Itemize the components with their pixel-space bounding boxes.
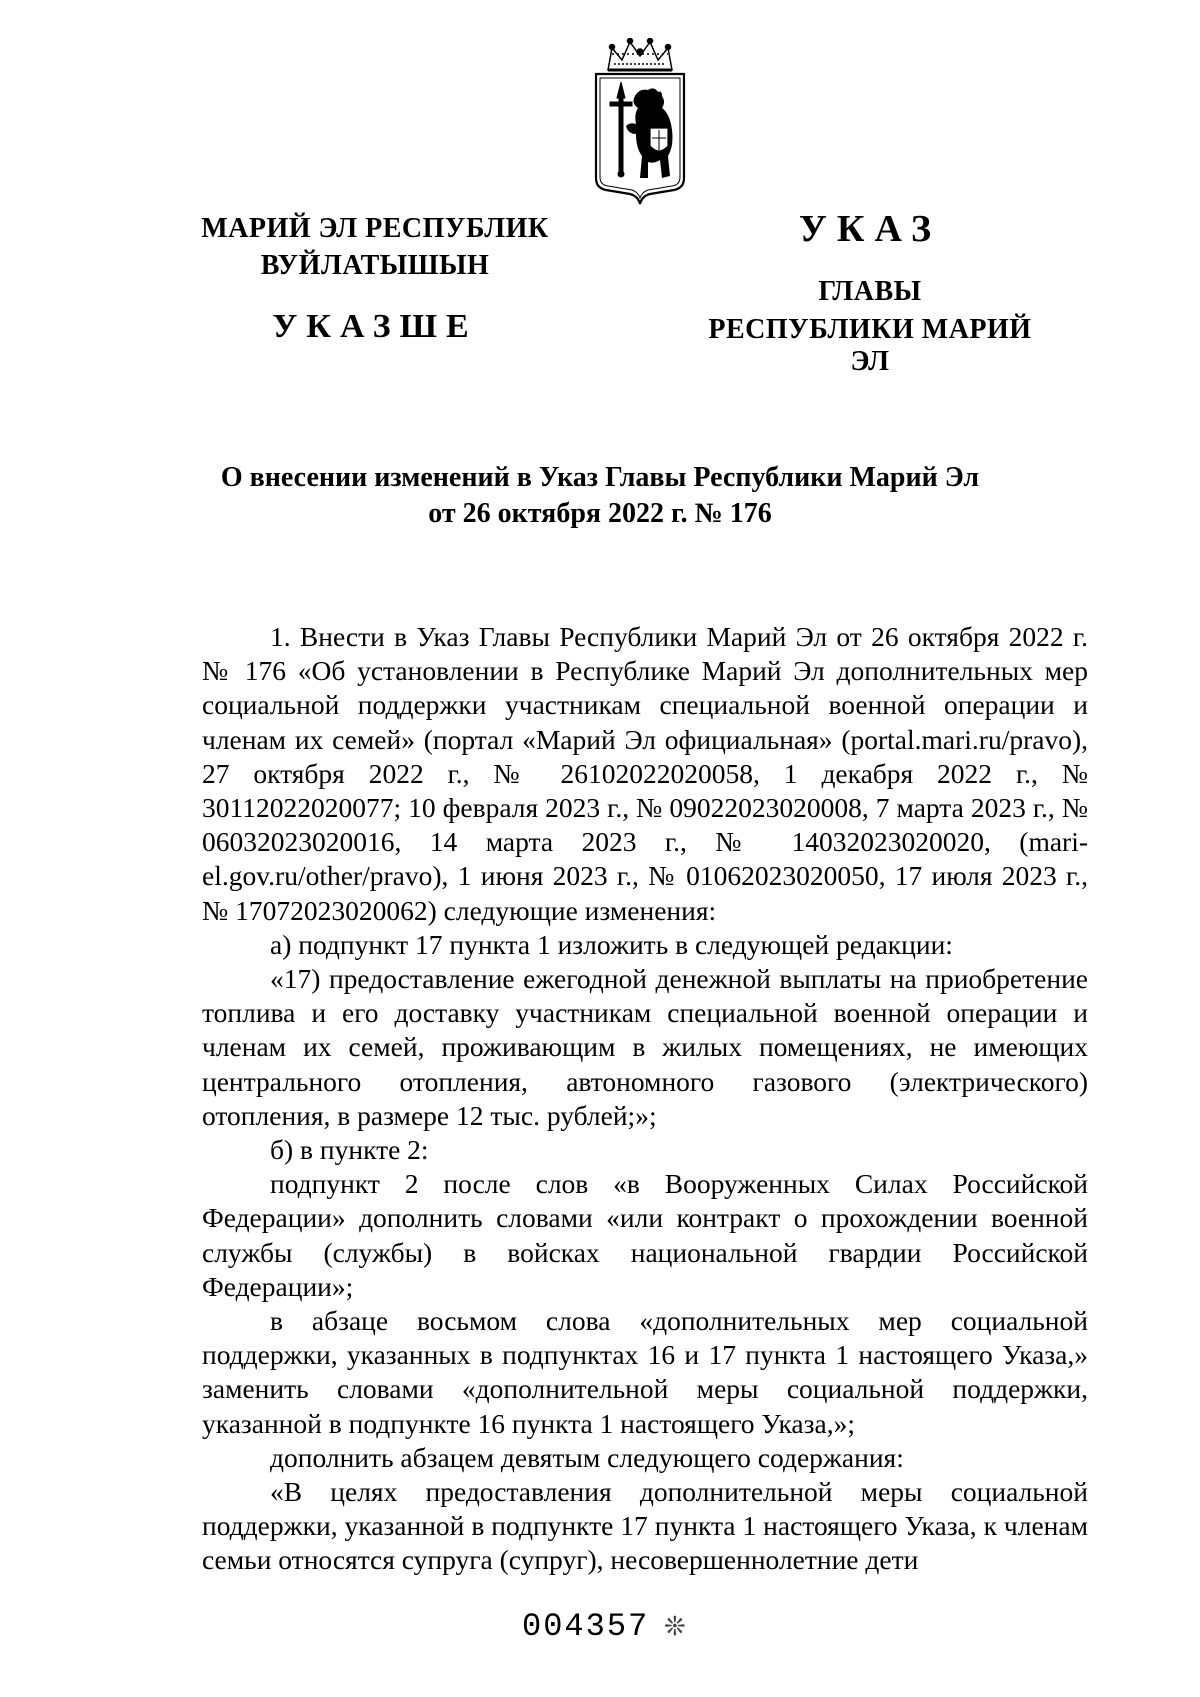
- body-paragraph-3: «17) предоставление ежегодной денежной выплаты на приобретение топлива и его доставку участникам специальной военной операции и членам их семей, проживающим в жилых помещениях, не имеющих центрального отопления, автономного газового (электрического) отопления, в размере 12 тыс. рублей;»;: [202, 963, 1088, 1131]
- document-serial-number: 004357: [522, 1608, 650, 1645]
- header-right-decree-word: УКАЗ: [799, 208, 941, 250]
- document-body: [202, 620, 1088, 1578]
- body-paragraph-4: б) в пункте 2:: [270, 1134, 429, 1166]
- asterisk-mark-icon: ❊: [664, 1612, 686, 1642]
- coat-of-arms-icon: [590, 38, 690, 208]
- body-paragraph-5: подпункт 2 после слов «в Вооруженных Силах Российской Федерации» дополнить словами «или контракт о прохождении военной службы (службы) в войсках национальной гвардии Российской Федерации»;: [202, 1168, 1088, 1302]
- header-left-line-1: МАРИЙ ЭЛ РЕСПУБЛИК: [201, 213, 549, 244]
- header-right-line-3: РЕСПУБЛИКИ МАРИЙ ЭЛ: [708, 314, 1032, 377]
- body-paragraph-1: 1. Внести в Указ Главы Республики Марий Эл от 26 октября 2022 г. № 176 «Об установлении в Республике Марий Эл дополнительных мер социальной поддержки участникам специальной военной операции и членам их семей» (портал «Марий Эл официальная» (portal.mari.ru/pravo), 27 октября 2022 г., № 26102022020058, 1 декабря 2022 г., № 30112022020077; 10 февраля 2023 г., № 09022023020008, 7 марта 2023 г., № 06032023020016, 14 марта 2023 г., № 14032023020020, (mari-el.gov.ru/other/pravo), 1 июня 2023 г., № 01062023020050, 17 июля 2023 г., № 17072023020062) следующие изменения:: [202, 621, 1088, 926]
- body-paragraph-2: а) подпункт 17 пункта 1 изложить в следующей редакции:: [270, 928, 953, 960]
- header-left-line-2: ВУЙЛАТЫШЫН: [260, 250, 490, 281]
- body-paragraph-6: в абзаце восьмом слова «дополнительных мер социальной поддержки, указанных в подпунктах 16 и 17 пункта 1 настоящего Указа,» заменить словами «дополнительной меры социальной поддержки, указанной в подпункте 16 пункта 1 настоящего Указа,»;: [202, 1305, 1088, 1439]
- document-title-line-1: О внесении изменений в Указ Главы Республики Марий Эл: [220, 462, 980, 493]
- body-paragraph-8: «В целях предоставления дополнительной меры социальной поддержки, указанной в подпункте 17 пункта 1 настоящего Указа, к членам семьи относятся супруга (супруг), несовершеннолетние дети: [202, 1476, 1088, 1576]
- header-right-line-2: ГЛАВЫ: [818, 276, 922, 307]
- header-left-decree-word: УКАЗШЕ: [272, 308, 478, 345]
- document-title-line-2: от 26 октября 2022 г. № 176: [428, 498, 772, 529]
- body-paragraph-7: дополнить абзацем девятым следующего содержания:: [270, 1441, 904, 1473]
